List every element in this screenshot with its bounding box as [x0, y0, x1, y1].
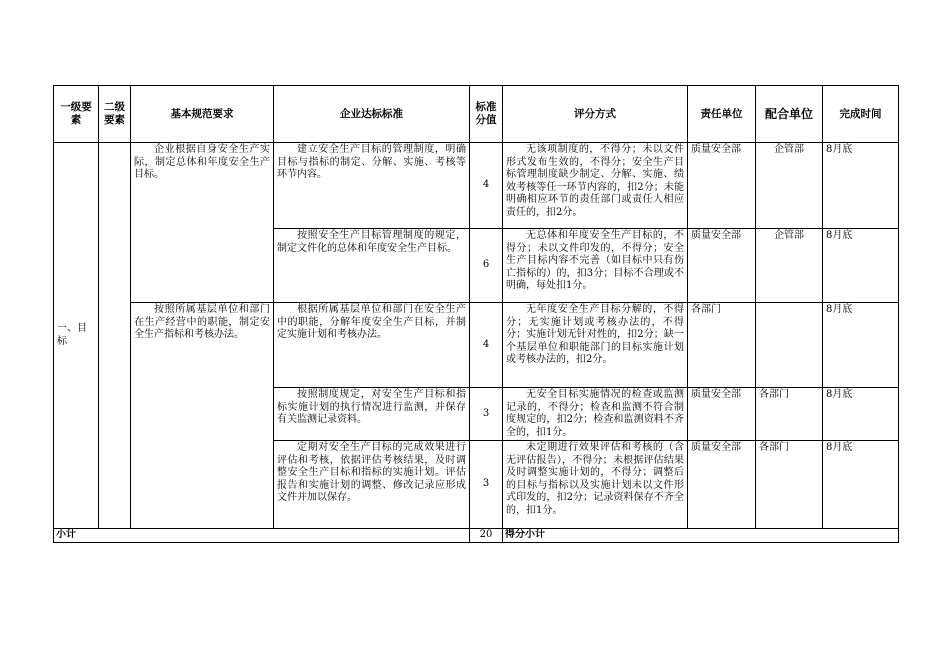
cooperate-cell [756, 303, 823, 388]
score-cell: 3 [470, 388, 503, 441]
standard-cell: 按照安全生产目标管理制度的规定，制定文件化的总体和年度安全生产目标。 [274, 229, 470, 303]
header-level1: 一级要素 [54, 86, 99, 143]
score-cell: 4 [470, 143, 503, 229]
table-header-row [54, 86, 899, 143]
cooperate-cell: 各部门 [756, 388, 823, 441]
responsible-cell: 质量安全部 [688, 143, 756, 229]
cooperate-cell: 企管部 [756, 143, 823, 229]
cooperate-cell: 各部门 [756, 441, 823, 529]
header-level2: 二级要素 [99, 86, 131, 143]
header-cooperate: 配合单位 [756, 86, 823, 143]
evaluation-table [53, 85, 899, 543]
time-cell: 8月底 [823, 303, 899, 388]
header-time: 完成时间 [823, 86, 899, 143]
responsible-cell: 质量安全部 [688, 388, 756, 441]
basic-requirement: 按照所属基层单位和部门在生产经营中的职能，制定安全生产指标和考核办法。 [131, 303, 274, 529]
level1-cell: 一、目标 [54, 143, 99, 529]
score-cell: 3 [470, 441, 503, 529]
responsible-cell: 质量安全部 [688, 229, 756, 303]
responsible-cell: 质量安全部 [688, 441, 756, 529]
header-basic-requirements: 基本规范要求 [131, 86, 274, 143]
header-score: 标准分值 [470, 86, 503, 143]
table-row [54, 303, 899, 388]
time-cell: 8月底 [823, 143, 899, 229]
time-cell: 8月底 [823, 441, 899, 529]
header-standard: 企业达标标准 [274, 86, 470, 143]
standard-cell: 按照制度规定，对安全生产目标和指标实施计划的执行情况进行监测，并保存有关监测记录资料。 [274, 388, 470, 441]
responsible-cell: 各部门 [688, 303, 756, 388]
table-row [54, 143, 899, 229]
basic-requirement: 企业根据自身安全生产实际，制定总体和年度安全生产目标。 [131, 143, 274, 303]
subtotal-label: 小计 [54, 529, 470, 543]
standard-cell: 定期对安全生产目标的完成效果进行评估和考核，依据评估考核结果，及时调整安全生产目标和指标的实施计划。评估报告和实施计划的调整、修改记录应形成文件并加以保存。 [274, 441, 470, 529]
header-method: 评分方式 [503, 86, 688, 143]
level2-cell [99, 143, 131, 529]
standard-cell: 根据所属基层单位和部门在安全生产中的职能，分解年度安全生产目标，并制定实施计划和考核办法。 [274, 303, 470, 388]
subtotal-value: 20 [470, 529, 503, 543]
time-cell: 8月底 [823, 388, 899, 441]
method-cell: 未定期进行效果评估和考核的（含无评估报告），不得分；未根据评估结果及时调整实施计划的，不得分；调整后的目标与指标以及实施计划未以文件形式印发的，扣2分；记录资料保存不齐全的，扣1分。 [503, 441, 688, 529]
time-cell: 8月底 [823, 229, 899, 303]
method-cell: 无安全目标实施情况的检查或监测记录的，不得分；检查和监测不符合制度规定的，扣2分；检查和监测资料不齐全的，扣1分。 [503, 388, 688, 441]
method-cell: 无年度安全生产目标分解的，不得分；无实施计划或考核办法的，不得分；实施计划无针对性的，扣2分；缺一个基层单位和职能部门的目标实施计划或考核办法的，扣2分。 [503, 303, 688, 388]
score-subtotal-label: 得分小计 [503, 529, 899, 543]
method-cell: 无总体和年度安全生产目标的，不得分；未以文件印发的，不得分；安全生产目标内容不完善（如目标中只有伤亡指标的）的，扣3分；目标不合理或不明确，每处扣1分。 [503, 229, 688, 303]
header-responsible: 责任单位 [688, 86, 756, 143]
subtotal-row [54, 529, 899, 543]
standard-cell: 建立安全生产目标的管理制度，明确目标与指标的制定、分解、实施、考核等环节内容。 [274, 143, 470, 229]
score-cell: 4 [470, 303, 503, 388]
method-cell: 无该项制度的，不得分；未以文件形式发布生效的，不得分；安全生产目标管理制度缺少制定、分解、实施、绩效考核等任一环节内容的，扣2分；未能明确相应环节的责任部门或责任人相应责任的，扣2分。 [503, 143, 688, 229]
score-cell: 6 [470, 229, 503, 303]
cooperate-cell: 企管部 [756, 229, 823, 303]
